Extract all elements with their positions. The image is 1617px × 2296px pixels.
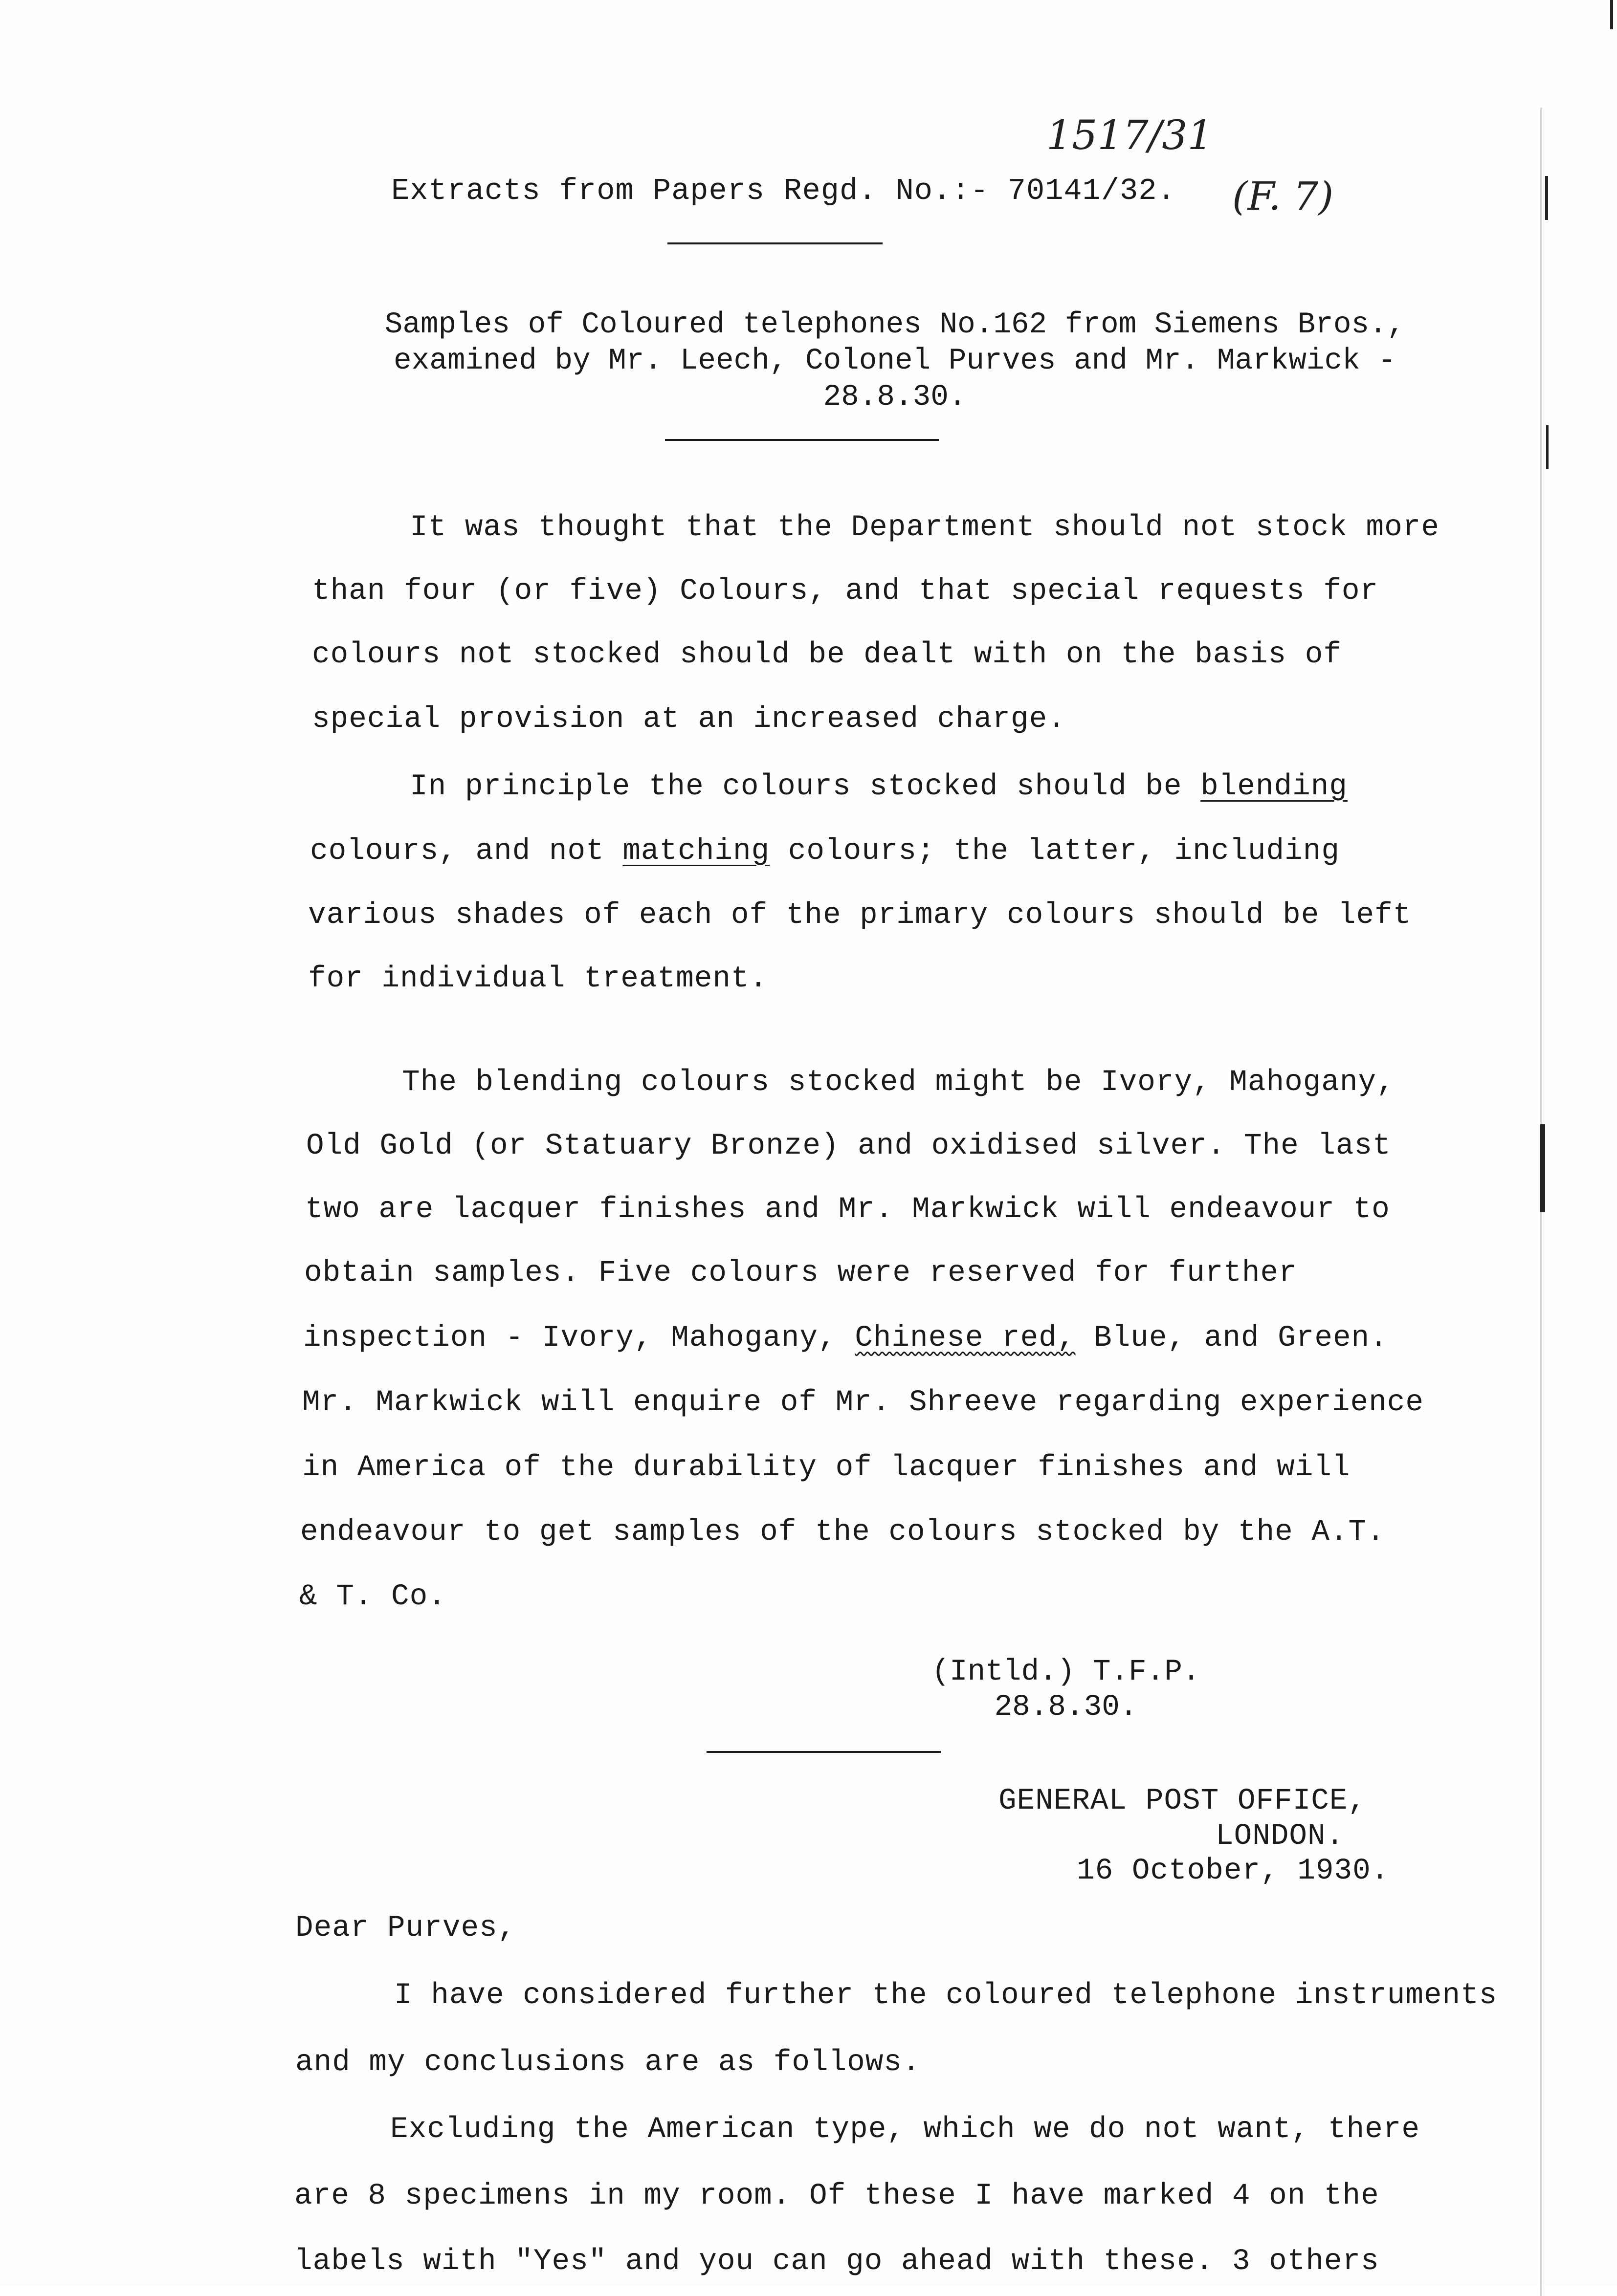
letter-line: labels with "Yes" and you can go ahead with these. 3 others (294, 2245, 1379, 2278)
paragraph-line (303, 1321, 1388, 1355)
initials-block (880, 1655, 1252, 1725)
paragraph-line (310, 834, 1340, 868)
scan-tick-mark (1546, 425, 1549, 469)
paragraph-line: than four (or five) Colours, and that special requests for (312, 574, 1379, 608)
paragraph-line: two are lacquer finishes and Mr. Markwick will endeavour to (305, 1193, 1390, 1226)
document-heading: Extracts from Papers Regd. No.:- 70141/32. (391, 174, 1176, 208)
text-run: Blue, and Green. (1075, 1321, 1388, 1355)
initials: (Intld.) T.F.P. (931, 1655, 1200, 1689)
scan-tick-mark (1540, 1124, 1545, 1212)
initials-date: 28.8.30. (994, 1690, 1138, 1724)
paragraph-line: various shades of each of the primary colours should be left (308, 898, 1412, 932)
letter-line: are 8 specimens in my room. Of these I have marked 4 on the (294, 2179, 1379, 2213)
letter-line: and my conclusions are as follows. (295, 2046, 921, 2079)
paragraph-line: obtain samples. Five colours were reserved for further (304, 1256, 1297, 1290)
heading-rule (667, 242, 883, 244)
subheading-line: 28.8.30. (823, 380, 967, 414)
handwritten-reference-top: 1517/31 (1046, 112, 1213, 159)
text-run: colours, and not (310, 834, 623, 868)
subheading-line: Samples of Coloured telephones No.162 from Siemens Bros., (384, 308, 1405, 342)
paragraph-line: Old Gold (or Statuary Bronze) and oxidised silver. The last (306, 1129, 1391, 1163)
letter-date: 16 October, 1930. (1077, 1854, 1390, 1888)
letter-salutation: Dear Purves, (295, 1911, 516, 1945)
paragraph-line (410, 770, 1348, 804)
paragraph-line: endeavour to get samples of the colours stocked by the A.T. (300, 1515, 1385, 1549)
letter-address-line: GENERAL POST OFFICE, (998, 1784, 1367, 1818)
text-run: In principle the colours stocked should be (410, 770, 1201, 804)
paragraph-line: It was thought that the Department should not stock more (410, 511, 1440, 545)
text-run: inspection - Ivory, Mahogany, (303, 1321, 855, 1355)
letter-address-line: LONDON. (1216, 1819, 1345, 1853)
underlined-term: Chinese red, (855, 1321, 1076, 1355)
subheading-line: examined by Mr. Leech, Colonel Purves and Mr. Markwick - (394, 344, 1396, 378)
section-rule (707, 1751, 941, 1753)
underlined-term: matching (622, 834, 770, 868)
text-run: colours; the latter, including (770, 834, 1340, 868)
letter-line: I have considered further the coloured telephone instruments (394, 1979, 1498, 2012)
subheading-rule (665, 439, 939, 441)
underlined-term: blending (1200, 770, 1348, 804)
paragraph-line: special provision at an increased charge. (312, 702, 1066, 736)
paragraph-line: in America of the durability of lacquer finishes and will (302, 1451, 1351, 1485)
scan-tick-mark (1545, 176, 1548, 220)
paragraph-line: colours not stocked should be dealt with on the basis of (312, 638, 1342, 672)
paragraph-line: & T. Co. (299, 1580, 446, 1614)
paragraph-line: Mr. Markwick will enquire of Mr. Shreeve regarding experience (302, 1386, 1424, 1420)
scan-edge-line (1610, 0, 1613, 29)
subheading-block (293, 307, 1496, 415)
handwritten-reference-suffix: (F. 7) (1232, 174, 1334, 219)
paragraph-line: for individual treatment. (308, 962, 768, 996)
paragraph-line: The blending colours stocked might be Ivory, Mahogany, (402, 1066, 1395, 1099)
letter-line: Excluding the American type, which we do not want, there (390, 2113, 1420, 2146)
